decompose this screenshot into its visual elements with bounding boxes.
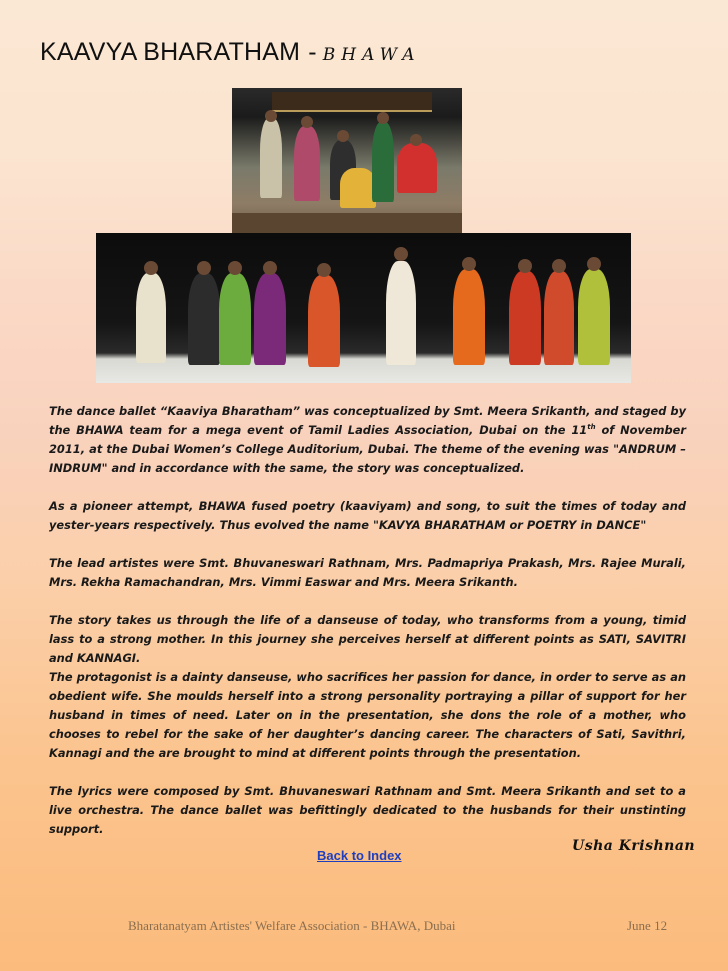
author-signature: Usha Krishnan [572,838,696,854]
footer-organization: Bharatanatyam Artistes' Welfare Association - BHAWA, Dubai [128,918,456,933]
paragraph-protagonist: The protagonist is a dainty danseuse, who sacrifices her passion for dance, in order to serve as an obedient wife. She moulds herself into a strong personality portraying a pillar of support for her husband in times of need. Later on in the presentation, she dons the role of a mother, who chooses to rebel for the sake of her daughter’s dancing career. The characters of Sati, Savithri, Kannagi and the are brought to mind at different points through the presentation. [49,670,686,760]
paragraph-lyrics: The lyrics were composed by Smt. Bhuvaneswari Rathnam and Smt. Meera Srikanth and set to a live orchestra. The dance ballet was befittingly dedicated to the husbands for their unstinting support. [49,784,686,836]
article-body [49,402,686,858]
dance-troupe-lineup-photo [96,233,631,383]
title-main: KAAVYA BHARATHAM [40,38,301,66]
page-title [40,38,421,67]
paragraph-pioneer: As a pioneer attempt, BHAWA fused poetry (kaaviyam) and song, to suit the times of today and yester-years respectively. Thus evolved the name "KAVYA BHARATHAM or POETRY in DANCE" [49,499,686,532]
footer-date: June 12 [627,918,668,933]
paragraph-intro: The dance ballet “Kaaviya Bharatham” was conceptualized by Smt. Meera Srikanth, and staged by the BHAWA team for a mega event of Tamil Ladies Association, Dubai on the 11th of November 2011, at the Dubai Women’s College Auditorium, Dubai. The theme of the evening was "ANDRUM – INDRUM" and in accordance with the same, the story was conceptualized. [49,404,687,475]
back-to-index-link[interactable]: Back to Index [317,848,402,863]
dance-troupe-pose-photo [232,88,462,233]
title-subtitle: BHAWA [322,45,421,65]
paragraph-lead-artistes: The lead artistes were Smt. Bhuvaneswari Rathnam, Mrs. Padmapriya Prakash, Mrs. Rajee Murali, Mrs. Rekha Ramachandran, Mrs. Vimmi Easwar and Mrs. Meera Srikanth. [49,556,686,589]
title-separator: - [308,38,317,66]
paragraph-story: The story takes us through the life of a danseuse of today, who transforms from a young, timid lass to a strong mother. In this journey she perceives herself at different points as SATI, SAVITRI and KANNAGI. [49,613,686,665]
